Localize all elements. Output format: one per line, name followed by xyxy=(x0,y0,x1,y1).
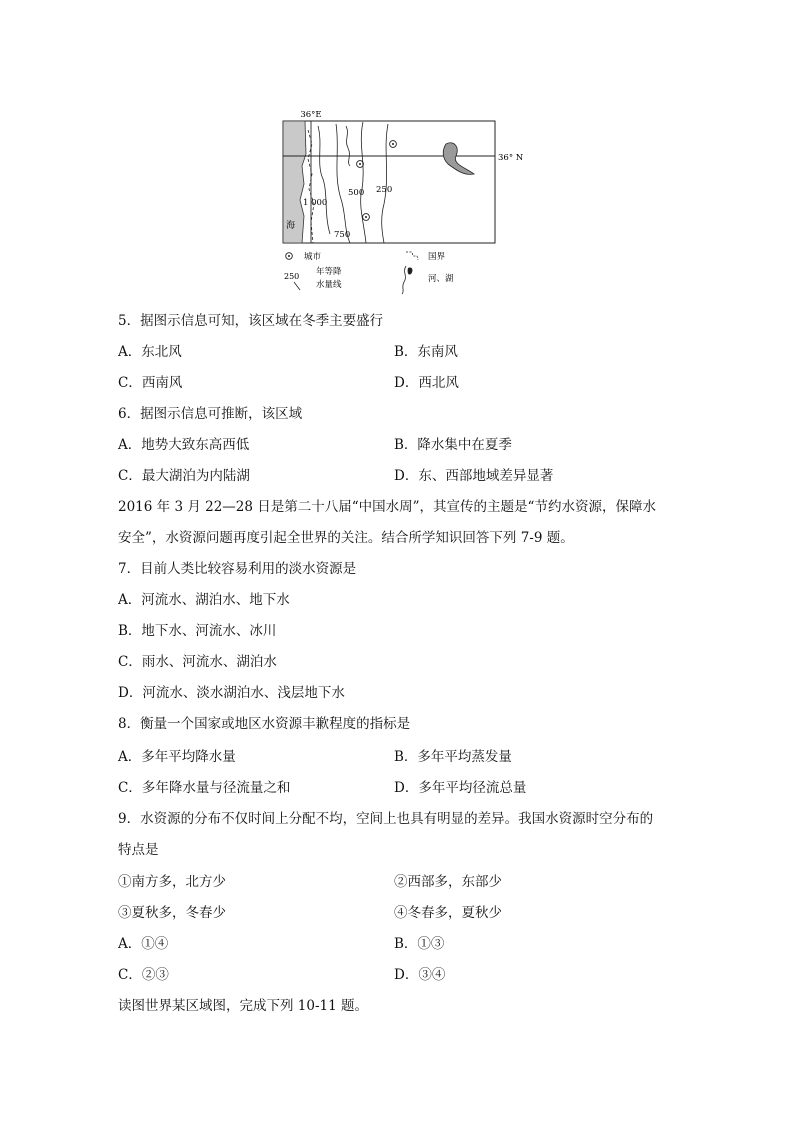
q7-option-b[interactable]: B．地下水、河流水、冰川 xyxy=(118,623,277,639)
isohyet-label-250: 250 xyxy=(376,185,393,195)
q6-option-d[interactable]: D．东、西部地域差异显著 xyxy=(394,468,554,484)
isohyet-1000 xyxy=(318,126,330,234)
isohyet-label-500: 500 xyxy=(348,188,365,198)
q5-option-c[interactable]: C．西南风 xyxy=(118,375,183,391)
isohyet-250 xyxy=(382,124,388,243)
lake xyxy=(443,143,474,175)
isohyet-500 xyxy=(361,122,366,243)
legend-lake-symbol xyxy=(408,267,413,274)
sea-label: 海 xyxy=(286,221,296,231)
q9-option-c[interactable]: C．②③ xyxy=(118,967,169,983)
q9-statement-3: ③夏秋多，冬春少 xyxy=(118,905,226,921)
lon-label: 36°E xyxy=(300,110,322,120)
isohyet-label-750: 750 xyxy=(334,230,351,240)
q9-option-b[interactable]: B．①③ xyxy=(394,936,445,952)
q6-option-b[interactable]: B．降水集中在夏季 xyxy=(394,437,512,453)
legend-river-symbol xyxy=(402,266,406,294)
intro-7-9-line1: 2016 年 3 月 22—28 日是第二十八届“中国水周”，其宣传的主题是“节约水资源，保障水 xyxy=(118,499,656,515)
legend-border-symbol xyxy=(406,252,418,260)
q9-option-a[interactable]: A．①④ xyxy=(118,936,169,952)
map-legend xyxy=(284,251,454,294)
lat-label: 36° N xyxy=(498,153,524,163)
legend-river: 河、湖 xyxy=(428,274,454,284)
q5-option-a[interactable]: A．东北风 xyxy=(118,344,182,360)
q6-stem: 6．据图示信息可推断，该区域 xyxy=(118,406,303,422)
q8-option-d[interactable]: D．多年平均径流总量 xyxy=(394,780,527,796)
q7-option-c[interactable]: C．雨水、河流水、湖泊水 xyxy=(118,654,277,670)
q9-statement-4: ④冬春多，夏秋少 xyxy=(394,905,502,921)
isohyet-label-1000: 1 000 xyxy=(303,198,328,208)
q9-stem-line1: 9．水资源的分布不仅时间上分配不均，空间上也具有明显的差异。我国水资源时空分布的 xyxy=(118,811,654,827)
q7-option-d[interactable]: D．河流水、淡水湖泊水、浅层地下水 xyxy=(118,685,345,701)
q5-stem: 5．据图示信息可知，该区域在冬季主要盛行 xyxy=(118,313,384,329)
legend-border: 国界 xyxy=(428,252,446,262)
q7-option-a[interactable]: A．河流水、湖泊水、地下水 xyxy=(118,592,290,608)
q9-statement-1: ①南方多，北方少 xyxy=(118,874,226,890)
q8-option-b[interactable]: B．多年平均蒸发量 xyxy=(394,749,512,765)
q8-option-c[interactable]: C．多年降水量与径流量之和 xyxy=(118,780,291,796)
isohyet-750 xyxy=(336,124,350,243)
river xyxy=(346,126,350,166)
intro-7-9-line2: 安全”，水资源问题再度引起全世界的关注。结合所学知识回答下列 7-9 题。 xyxy=(118,530,574,546)
legend-isohyet-sample: 250 xyxy=(284,272,300,281)
q7-stem: 7．目前人类比较容易利用的淡水资源是 xyxy=(118,561,357,577)
legend-isohyet-line1: 年等降 xyxy=(316,267,342,277)
q9-option-d[interactable]: D．③④ xyxy=(394,967,446,983)
q9-statement-2: ②西部多，东部少 xyxy=(394,874,502,890)
q8-option-a[interactable]: A．多年平均降水量 xyxy=(118,749,236,765)
legend-city: 城市 xyxy=(304,252,322,262)
q5-option-b[interactable]: B．东南风 xyxy=(394,344,458,360)
intro-10-11: 读图世界某区域图，完成下列 10-11 题。 xyxy=(118,998,369,1014)
q6-option-c[interactable]: C．最大湖泊为内陆湖 xyxy=(118,468,250,484)
legend-isohyet-line2: 水量线 xyxy=(316,280,342,290)
q5-option-d[interactable]: D．西北风 xyxy=(394,375,459,391)
q6-option-a[interactable]: A．地势大致东高西低 xyxy=(118,437,250,453)
q9-stem-line2: 特点是 xyxy=(118,842,159,858)
region-map xyxy=(278,104,524,294)
q8-stem: 8．衡量一个国家或地区水资源丰歉程度的指标是 xyxy=(118,716,411,732)
map-frame xyxy=(283,121,495,243)
